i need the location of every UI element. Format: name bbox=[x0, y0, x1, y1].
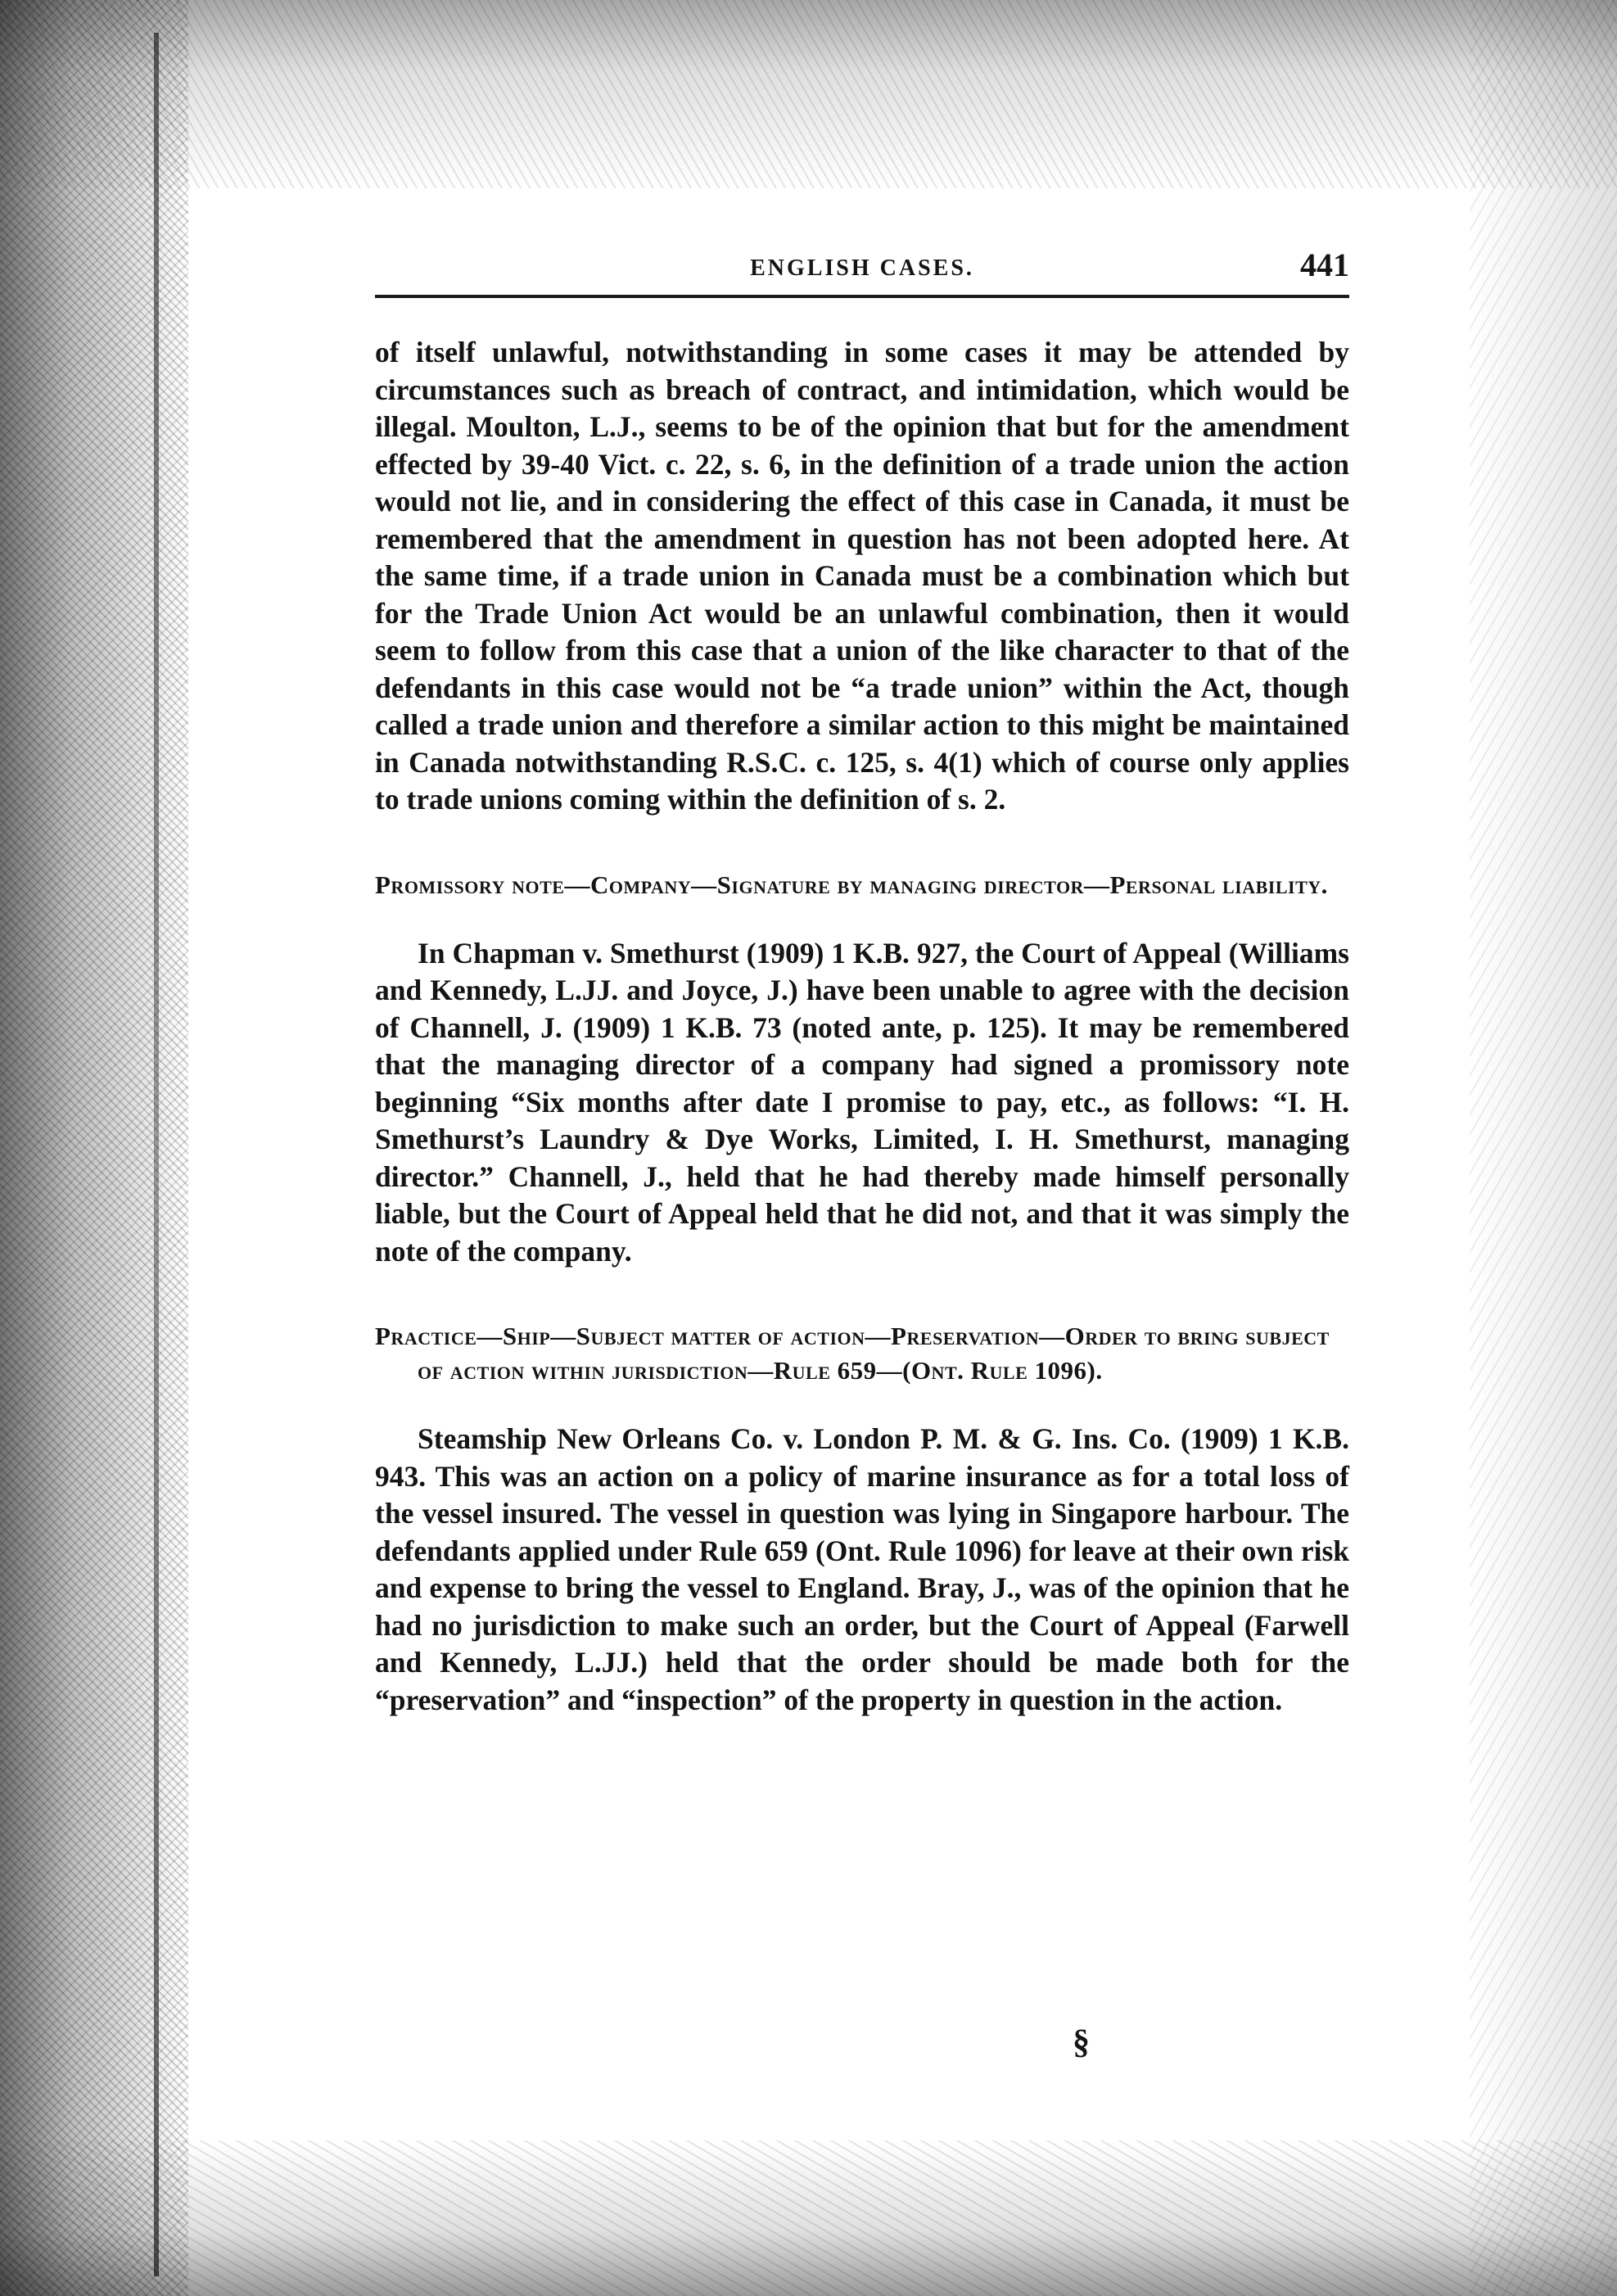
document-page bbox=[375, 246, 1349, 1719]
paragraph-chapman-v-smethurst: In Chapman v. Smethurst (1909) 1 K.B. 927, the Court of Appeal (Williams and Kennedy, L.JJ. and Joyce, J.) have been unable to agree with the decision of Channell, J. (1909) 1 K.B. 73 (noted ante, p. 125). It may be remembered that the managing director of a company had signed a promissory note beginning “Six months after date I promise to pay, etc., as follows: “I. H. Smethurst’s Laundry & Dye Works, Limited, I. H. Smethurst, managing director.” Channell, J., held that he had thereby made himself personally liable, but the Court of Appeal held that he did not, and that it was simply the note of the company. bbox=[375, 936, 1349, 1268]
section-heading-promissory-note: Promissory note—Company—Signature by managing director—Personal liability. bbox=[375, 870, 1328, 899]
section-heading-practice-ship: Practice—Ship—Subject matter of action—Preservation—Order to bring subject of action within jurisdiction—Rule 659—(Ont. Rule 1096). bbox=[375, 1322, 1330, 1385]
page-number: 441 bbox=[1300, 246, 1349, 283]
scan-shadow-right bbox=[1470, 0, 1617, 2296]
printer-mark: § bbox=[1073, 2023, 1090, 2061]
scan-spine-line bbox=[154, 33, 159, 2276]
scan-shadow-bottom bbox=[0, 2140, 1617, 2296]
running-title: ENGLISH CASES. bbox=[750, 255, 974, 281]
paragraph-continued: of itself unlawful, notwithstanding in some cases it may be attended by circumstances such as breach of contract, and intimidation, which would be illegal. Moulton, L.J., seems to be of the opinion that but for the amendment effected by 39-40 Vict. c. 22, s. 6, in the definition of a trade union the action would not lie, and in considering the effect of this case in Canada, it must be remembered that the amendment in question has not been adopted here. At the same time, if a trade union in Canada must be a combination which but for the Trade Union Act would be an unlawful combination, then it would seem to follow from this case that a union of the like character to that of the defendants in this case would not be “a trade union” within the Act, though called a trade union and therefore a similar action to this might be maintained in Canada notwithstanding R.S.C. c. 125, s. 4(1) which of course only applies to trade unions coming within the definition of s. 2. bbox=[375, 336, 1349, 816]
scan-shadow-left bbox=[0, 0, 188, 2296]
scan-shadow-top bbox=[0, 0, 1617, 188]
paragraph-steamship-new-orleans: Steamship New Orleans Co. v. London P. M. & G. Ins. Co. (1909) 1 K.B. 943. This was an action on a policy of marine insurance as for a total loss of the vessel insured. The vessel in question was lying in Singapore harbour. The defendants applied under Rule 659 (Ont. Rule 1096) for leave at their own risk and expense to bring the vessel to England. Bray, J., was of the opinion that he had no jurisdiction to make such an order, but the Court of Appeal (Farwell and Kennedy, L.JJ.) held that the order should be made both for the “preservation” and “inspection” of the property in question in the action. bbox=[375, 1422, 1349, 1716]
running-head bbox=[375, 246, 1349, 298]
